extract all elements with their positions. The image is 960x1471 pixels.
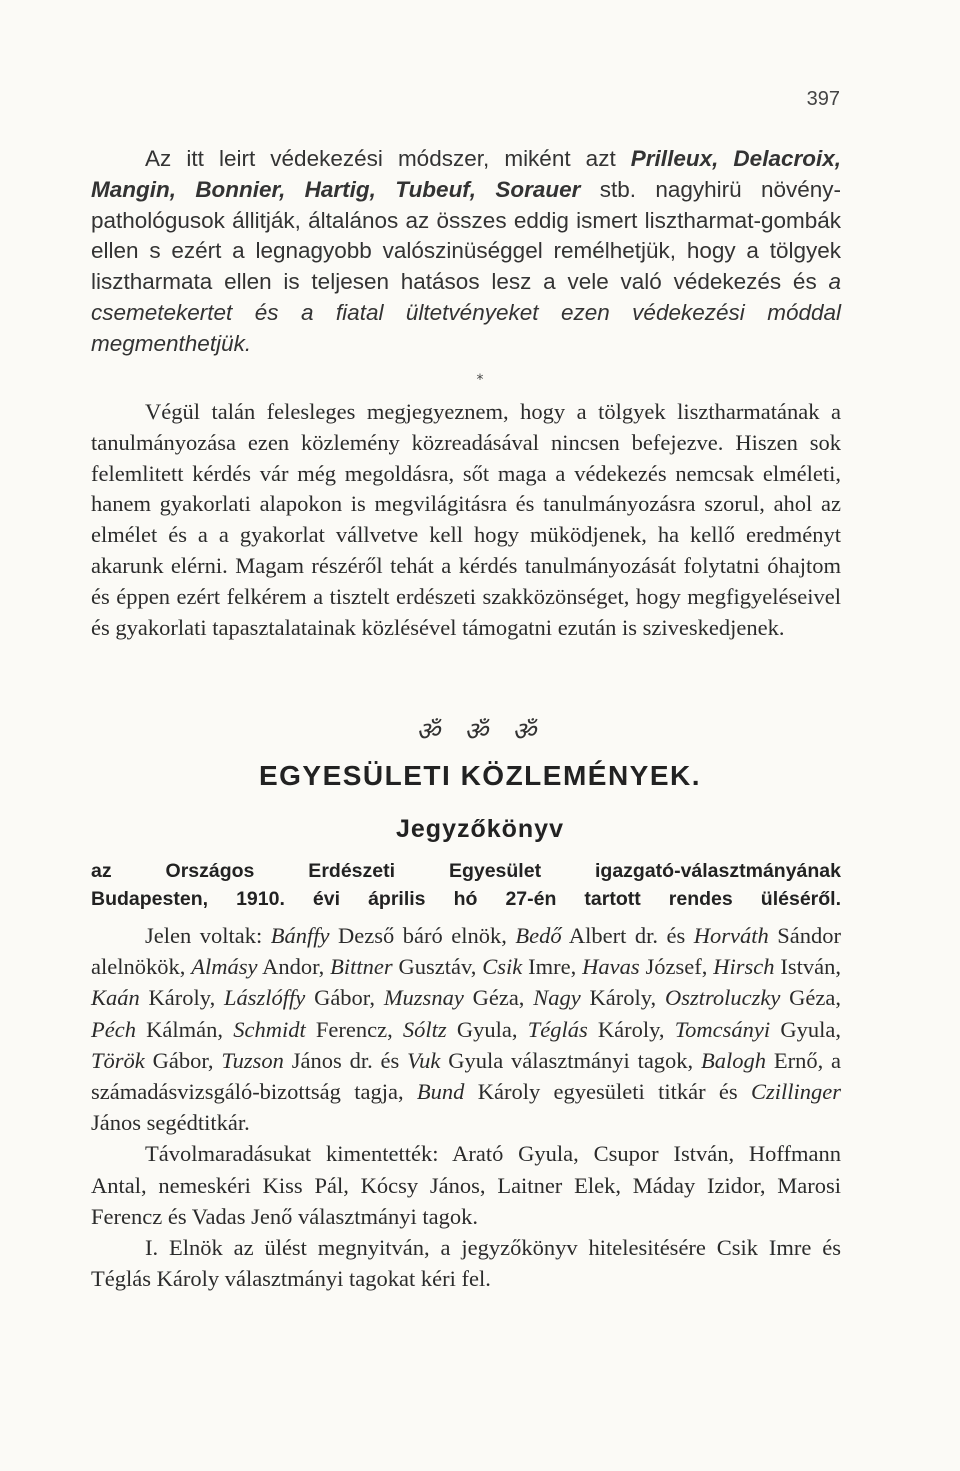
text: Károly egyesületi titkár és: [464, 1079, 751, 1105]
section-title: EGYESÜLETI KÖZLEMÉNYEK.: [258, 760, 702, 791]
person-name: Bund: [416, 1079, 465, 1105]
text: Gábor,: [144, 1047, 222, 1073]
text: János dr. és: [283, 1047, 408, 1073]
person-name: Osztroluczky: [664, 985, 781, 1011]
subtitle-line: Budapesten, 1910. évi április hó 27-én tartott rendes üléséről.: [91, 888, 841, 910]
text: Ferencz,: [305, 1016, 403, 1042]
person-name: Almásy: [191, 954, 258, 980]
text: Kálmán,: [135, 1016, 234, 1042]
text: Albert dr. és: [561, 923, 694, 948]
paragraph-text: Az itt leirt védekezési módszer, miként azt: [145, 146, 631, 171]
person-name: Muzsnay: [383, 985, 464, 1011]
text: Gábor,: [305, 985, 384, 1011]
person-name: Téglás: [527, 1016, 588, 1042]
text: Jelen voltak:: [145, 923, 271, 948]
decorative-ornament: ॐ ॐ ॐ: [416, 717, 544, 747]
text: Gyula választmányi tagok,: [440, 1047, 702, 1073]
text: Géza,: [780, 985, 841, 1011]
person-name: Péch: [91, 1016, 136, 1042]
separator-star: *: [476, 372, 484, 388]
person-name: Horváth: [693, 923, 769, 948]
text: Sándor alelnökök,: [91, 923, 842, 980]
text: Gyula,: [446, 1016, 528, 1042]
text: Károly,: [139, 985, 224, 1011]
minutes-body: [91, 920, 841, 1294]
text: József,: [639, 954, 714, 980]
person-name: Bittner: [330, 954, 393, 980]
document-title: Jegyzőkönyv: [395, 815, 564, 843]
person-name: Havas: [582, 954, 640, 980]
text: István,: [774, 954, 841, 980]
person-name: Czillinger: [750, 1079, 841, 1105]
paragraph-text: stb. nagyhirü növény-pathológusok állitják, általános az összes eddig ismert lisztharmat-gombák ellen s ezért a legnagyobb valószinüséggel remélhetjük, hogy a tölgyek lisztharmata ellen is teljesen hatásos lesz a vele való védekezés és: [91, 176, 842, 295]
text: Andor,: [257, 954, 331, 980]
person-name: Vuk: [407, 1047, 441, 1073]
paragraph-closing-remarks: [91, 397, 841, 643]
person-name: Sóltz: [402, 1016, 447, 1042]
text: Gusztáv,: [392, 954, 483, 980]
text: Imre,: [522, 954, 583, 980]
paragraph-method-summary: [91, 144, 841, 360]
person-name: Balogh: [701, 1047, 767, 1073]
person-name: Kaán: [91, 985, 140, 1011]
opening-paragraph: I. Elnök az ülést megnyitván, a jegyzőkönyv hitelesitésére Csik Imre és Téglás Károly választmányi tagokat kéri fel.: [91, 1235, 841, 1292]
person-name: Bánffy: [270, 923, 330, 948]
document-subtitle: [91, 857, 841, 913]
page-number: 397: [806, 88, 840, 110]
emphasized-conclusion: a csemetekertet és a fiatal ültetvényeket ezen védekezési móddal megmenthetjük.: [91, 269, 841, 356]
text: Dezső báró elnök,: [329, 923, 516, 948]
text: Géza,: [463, 985, 534, 1011]
text: Gyula,: [770, 1016, 841, 1042]
text: Ernő, a számadásvizsgáló-bizottság tagja,: [91, 1047, 842, 1105]
subtitle-line: az Országos Erdészeti Egyesület igazgató-választmányának: [91, 860, 841, 882]
text: Károly,: [587, 1016, 675, 1042]
absentees-paragraph: Távolmaradásukat kimentették: Arató Gyula, Csupor István, Hoffmann Antal, nemeskéri Kiss Pál, Kócsy János, Laitner Elek, Máday Izidor, Marosi Ferencz és Vadas Jenő választmányi tagok.: [91, 1141, 841, 1229]
person-name: Nagy: [533, 985, 581, 1011]
person-name: Hirsch: [713, 954, 775, 980]
person-name: Bedő: [515, 923, 562, 948]
person-name: Schmidt: [233, 1016, 306, 1042]
attendees-paragraph: [91, 920, 841, 1138]
paragraph-text: Végül talán felesleges megjegyeznem, hogy a tölgyek lisztharmatának a tanulmányozása ezen közlemény közreadásával nincsen befejezve. Hiszen sok felemlitett kérdés vár még megoldásra, sőt maga a védekezés nemcsak elméleti, hanem gyakorlati alapokon is megvilágitásra és tanulmányozásra szorul, ahol az elmélet és a a gyakorlat vállvetve kell hogy müködjenek, ha kellő eredményt akarunk elérni. Magam részéről tehát a kérdés tanulmányozását folytatni óhajtom és éppen ezért felkérem a tisztelt erdészeti szakközönséget, hogy megfigyeléseivel és gyakorlati tapasztalatainak közlésével támogatni ezután is sziveskedjenek.: [91, 399, 841, 640]
person-name: Török: [91, 1047, 145, 1073]
person-name: Tuzson: [221, 1047, 284, 1073]
text: János segédtitkár.: [91, 1110, 250, 1136]
person-name: Lászlóffy: [224, 985, 306, 1011]
person-name: Tomcsányi: [674, 1016, 771, 1042]
person-name: Csik: [482, 954, 523, 980]
text: Károly,: [580, 985, 665, 1011]
author-names: Prilleux, Delacroix, Mangin, Bonnier, Hartig, Tubeuf, Sorauer: [91, 146, 841, 202]
